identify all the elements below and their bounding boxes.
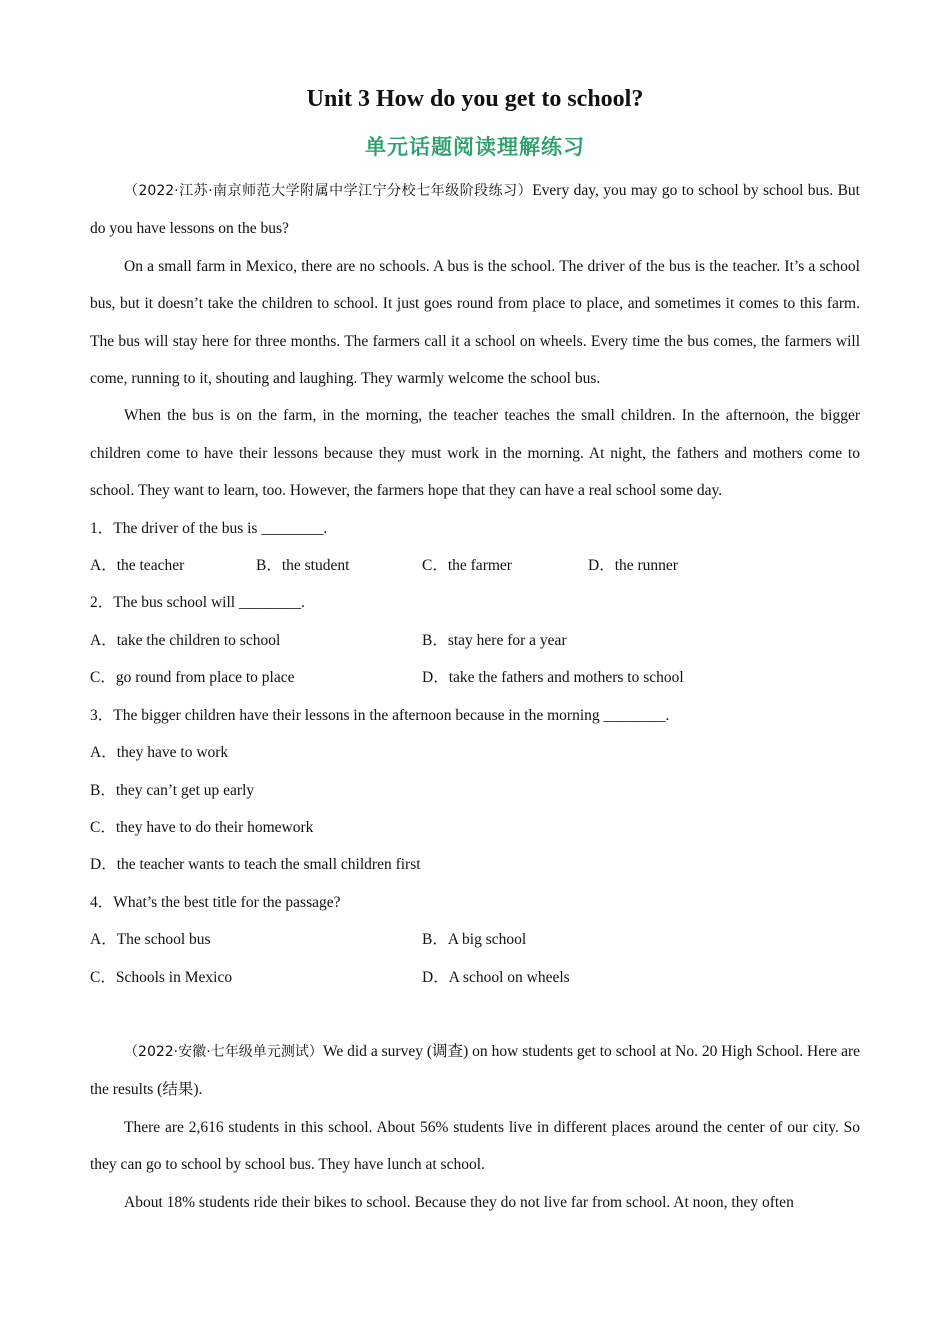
question-3-option-a[interactable]: A．they have to work [90, 744, 229, 762]
question-4-option-a[interactable]: A．The school bus [90, 931, 211, 949]
question-2-options-row-1 [90, 622, 860, 659]
question-2-option-a[interactable]: A．take the children to school [90, 631, 281, 649]
question-2-options-row-2 [90, 659, 860, 696]
question-3-option-b[interactable]: B．they can’t get up early [90, 781, 255, 799]
passage1-paragraph-1 [90, 172, 860, 248]
question-1-option-c[interactable]: C．the farmer [422, 557, 512, 575]
question-4-options-row-2 [90, 959, 860, 996]
question-2-option-c[interactable]: C．go round from place to place [90, 669, 295, 687]
page-title: Unit 3 How do you get to school? [306, 86, 644, 112]
section-spacer [90, 996, 860, 1033]
passage2-paragraph-1 [90, 1033, 860, 1109]
page-subtitle: 单元话题阅读理解练习 [365, 135, 585, 159]
question-4-option-d[interactable]: D．A school on wheels [422, 968, 570, 986]
question-4-option-b[interactable]: B．A big school [422, 931, 527, 949]
question-3-option-d[interactable]: D．the teacher wants to teach the small children first [90, 856, 421, 874]
question-1-stem: 1．The driver of the bus is ________. [90, 519, 328, 537]
question-4-option-c[interactable]: C．Schools in Mexico [90, 968, 233, 986]
passage2-paragraph-2: There are 2,616 students in this school. About 56% students live in different places around the center of our city. So they can go to school by school bus. They have lunch at school. [90, 1118, 860, 1174]
passage1-intro: Every day, you may go to school by school bus. But do you have lessons on the bus? [90, 182, 860, 238]
passage1-source: （2022·江苏·南京师范大学附属中学江宁分校七年级阶段练习） [124, 183, 533, 199]
document-body [90, 172, 860, 1221]
passage2-intro: We did a survey (调查) on how students get to school at No. 20 High School. Here are the results (结果). [90, 1042, 860, 1099]
question-2-option-b[interactable]: B．stay here for a year [422, 631, 567, 649]
question-3-stem: 3．The bigger children have their lessons in the afternoon because in the morning ________. [90, 706, 670, 724]
question-1-option-a[interactable]: A．the teacher [90, 557, 185, 575]
question-1-options [90, 547, 860, 584]
question-1-option-b[interactable]: B．the student [256, 557, 350, 575]
question-3-option-c[interactable]: C．they have to do their homework [90, 818, 314, 836]
question-2-stem: 2．The bus school will ________. [90, 594, 305, 612]
passage2-paragraph-3: About 18% students ride their bikes to school. Because they do not live far from school. At noon, they often [124, 1193, 794, 1211]
question-2-option-d[interactable]: D．take the fathers and mothers to school [422, 669, 684, 687]
question-4-options-row-1 [90, 921, 860, 958]
question-1-option-d[interactable]: D．the runner [588, 557, 678, 575]
passage1-paragraph-3: When the bus is on the farm, in the morning, the teacher teaches the small children. In the afternoon, the bigger children come to have their lessons because they must work in the morning. At night, the fathers and mothers come to school. They want to learn, too. However, the farmers hope that they can have a real school some day. [90, 407, 860, 500]
question-4-stem: 4．What’s the best title for the passage? [90, 893, 341, 911]
passage2-source: （2022·安徽·七年级单元测试） [124, 1043, 323, 1060]
passage1-paragraph-2: On a small farm in Mexico, there are no schools. A bus is the school. The driver of the bus is the teacher. It’s a school bus, but it doesn’t take the children to school. It just goes round from place to place, and sometimes it comes to this farm. The bus will stay here for three months. The farmers call it a school on wheels. Every time the bus comes, the farmers will come, running to it, shouting and laughing. They warmly welcome the school bus. [90, 257, 860, 388]
